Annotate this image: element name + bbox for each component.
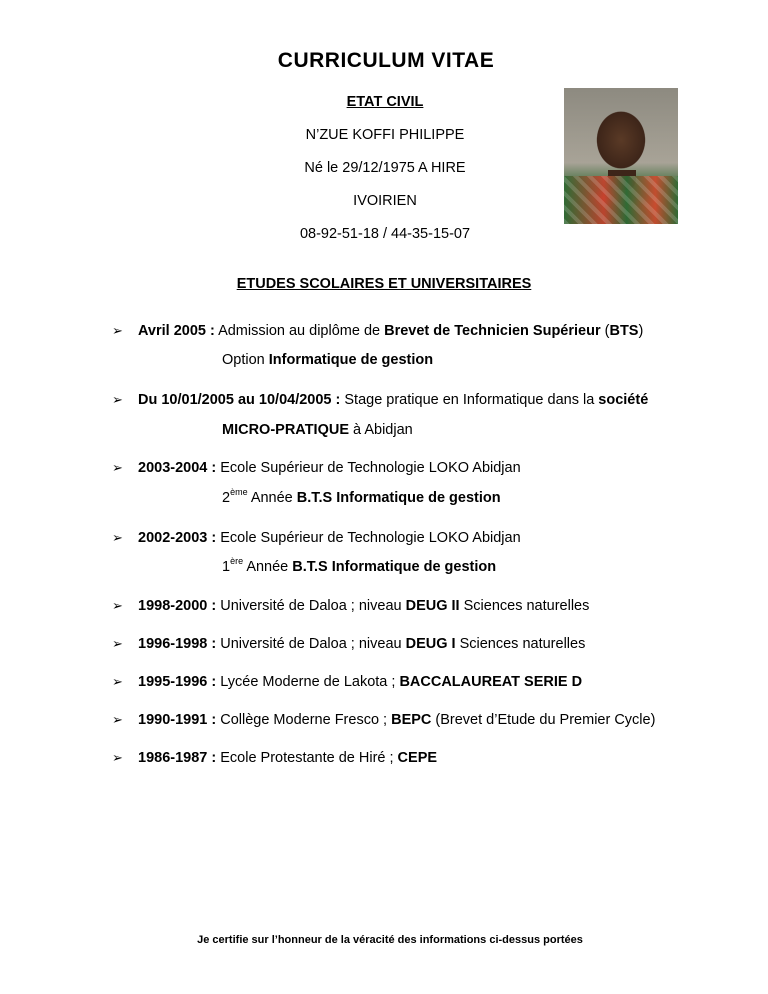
entry-text: Option bbox=[222, 352, 269, 368]
entry-degree: CEPE bbox=[397, 750, 438, 766]
year-number: 1 bbox=[222, 559, 231, 575]
entry-date: 2003-2004 : bbox=[138, 460, 217, 476]
entry-text: Ecole Supérieur de Technologie LOKO Abidjan bbox=[216, 530, 521, 546]
bullet-arrow-icon: ➢ bbox=[112, 460, 123, 475]
entry-text: ( bbox=[600, 323, 610, 339]
entry-text: Sciences naturelles bbox=[459, 598, 590, 614]
entry-text: Admission au diplôme de bbox=[214, 323, 385, 339]
year-suffix: ème bbox=[230, 487, 248, 497]
entry-program: B.T.S Informatique de gestion bbox=[296, 490, 501, 506]
bullet-arrow-icon: ➢ bbox=[112, 392, 123, 407]
entry-text: Lycée Moderne de Lakota ; bbox=[216, 674, 400, 690]
entry-degree: Brevet de Technicien Supérieur bbox=[384, 323, 601, 339]
entry-date: 1998-2000 : bbox=[138, 598, 217, 614]
cv-title: CURRICULUM VITAE bbox=[277, 49, 495, 72]
phone-numbers: 08-92-51-18 / 44-35-15-07 bbox=[299, 226, 471, 242]
education-entry bbox=[112, 636, 585, 652]
education-entry-detail bbox=[222, 352, 433, 368]
entry-date: Du 10/01/2005 au 10/04/2005 : bbox=[138, 392, 341, 408]
education-entry bbox=[112, 530, 521, 546]
entry-degree: BACCALAUREAT SERIE D bbox=[399, 674, 583, 690]
entry-text: Collège Moderne Fresco ; bbox=[216, 712, 392, 728]
entry-option: Informatique de gestion bbox=[268, 352, 434, 368]
education-entry bbox=[112, 674, 582, 690]
entry-company: MICRO-PRATIQUE bbox=[222, 422, 350, 438]
entry-text: Stage pratique en Informatique dans la bbox=[340, 392, 599, 408]
bullet-arrow-icon: ➢ bbox=[112, 636, 123, 651]
education-heading: ETUDES SCOLAIRES ET UNIVERSITAIRES bbox=[236, 276, 532, 292]
entry-degree: DEUG I bbox=[405, 636, 456, 652]
entry-text: Année bbox=[243, 559, 293, 575]
entry-text: à Abidjan bbox=[349, 422, 413, 438]
civil-status-heading: ETAT CIVIL bbox=[346, 94, 424, 110]
entry-text: Sciences naturelles bbox=[455, 636, 586, 652]
entry-degree: DEUG II bbox=[405, 598, 460, 614]
entry-text: (Brevet d’Etude du Premier Cycle) bbox=[431, 712, 656, 728]
education-entry bbox=[112, 392, 648, 408]
entry-program: B.T.S Informatique de gestion bbox=[292, 559, 497, 575]
bullet-arrow-icon: ➢ bbox=[112, 674, 123, 689]
education-entry bbox=[112, 598, 589, 614]
entry-date: 2002-2003 : bbox=[138, 530, 217, 546]
entry-degree-abbr: BTS bbox=[609, 323, 639, 339]
birth-info: Né le 29/12/1975 A HIRE bbox=[304, 160, 466, 176]
entry-company-label: société bbox=[598, 392, 649, 408]
education-entry bbox=[112, 460, 521, 476]
full-name: N’ZUE KOFFI PHILIPPE bbox=[305, 127, 465, 143]
profile-photo bbox=[564, 88, 678, 224]
entry-date: 1995-1996 : bbox=[138, 674, 217, 690]
education-entry bbox=[112, 712, 655, 728]
entry-date: 1990-1991 : bbox=[138, 712, 217, 728]
education-entry-detail bbox=[222, 556, 497, 575]
education-entry-detail bbox=[222, 487, 501, 506]
bullet-arrow-icon: ➢ bbox=[112, 598, 123, 613]
certification-statement: Je certifie sur l’honneur de la véracité des informations ci-dessus portées bbox=[197, 934, 583, 946]
entry-degree: BEPC bbox=[391, 712, 432, 728]
education-entry bbox=[112, 750, 437, 766]
education-entry bbox=[112, 323, 643, 339]
entry-text: Ecole Protestante de Hiré ; bbox=[216, 750, 398, 766]
entry-text: ) bbox=[638, 323, 644, 339]
bullet-arrow-icon: ➢ bbox=[112, 530, 123, 545]
year-suffix: ère bbox=[230, 556, 244, 566]
bullet-arrow-icon: ➢ bbox=[112, 750, 123, 765]
year-number: 2 bbox=[222, 490, 231, 506]
entry-text: Ecole Supérieur de Technologie LOKO Abidjan bbox=[216, 460, 521, 476]
entry-text: Université de Daloa ; niveau bbox=[216, 598, 406, 614]
nationality: IVOIRIEN bbox=[353, 193, 417, 209]
entry-date: 1996-1998 : bbox=[138, 636, 217, 652]
education-entry-detail bbox=[222, 422, 413, 438]
entry-text: Année bbox=[247, 490, 297, 506]
bullet-arrow-icon: ➢ bbox=[112, 712, 123, 727]
entry-date: 1986-1987 : bbox=[138, 750, 217, 766]
bullet-arrow-icon: ➢ bbox=[112, 323, 123, 338]
entry-text: Université de Daloa ; niveau bbox=[216, 636, 406, 652]
entry-date: Avril 2005 : bbox=[138, 323, 215, 339]
